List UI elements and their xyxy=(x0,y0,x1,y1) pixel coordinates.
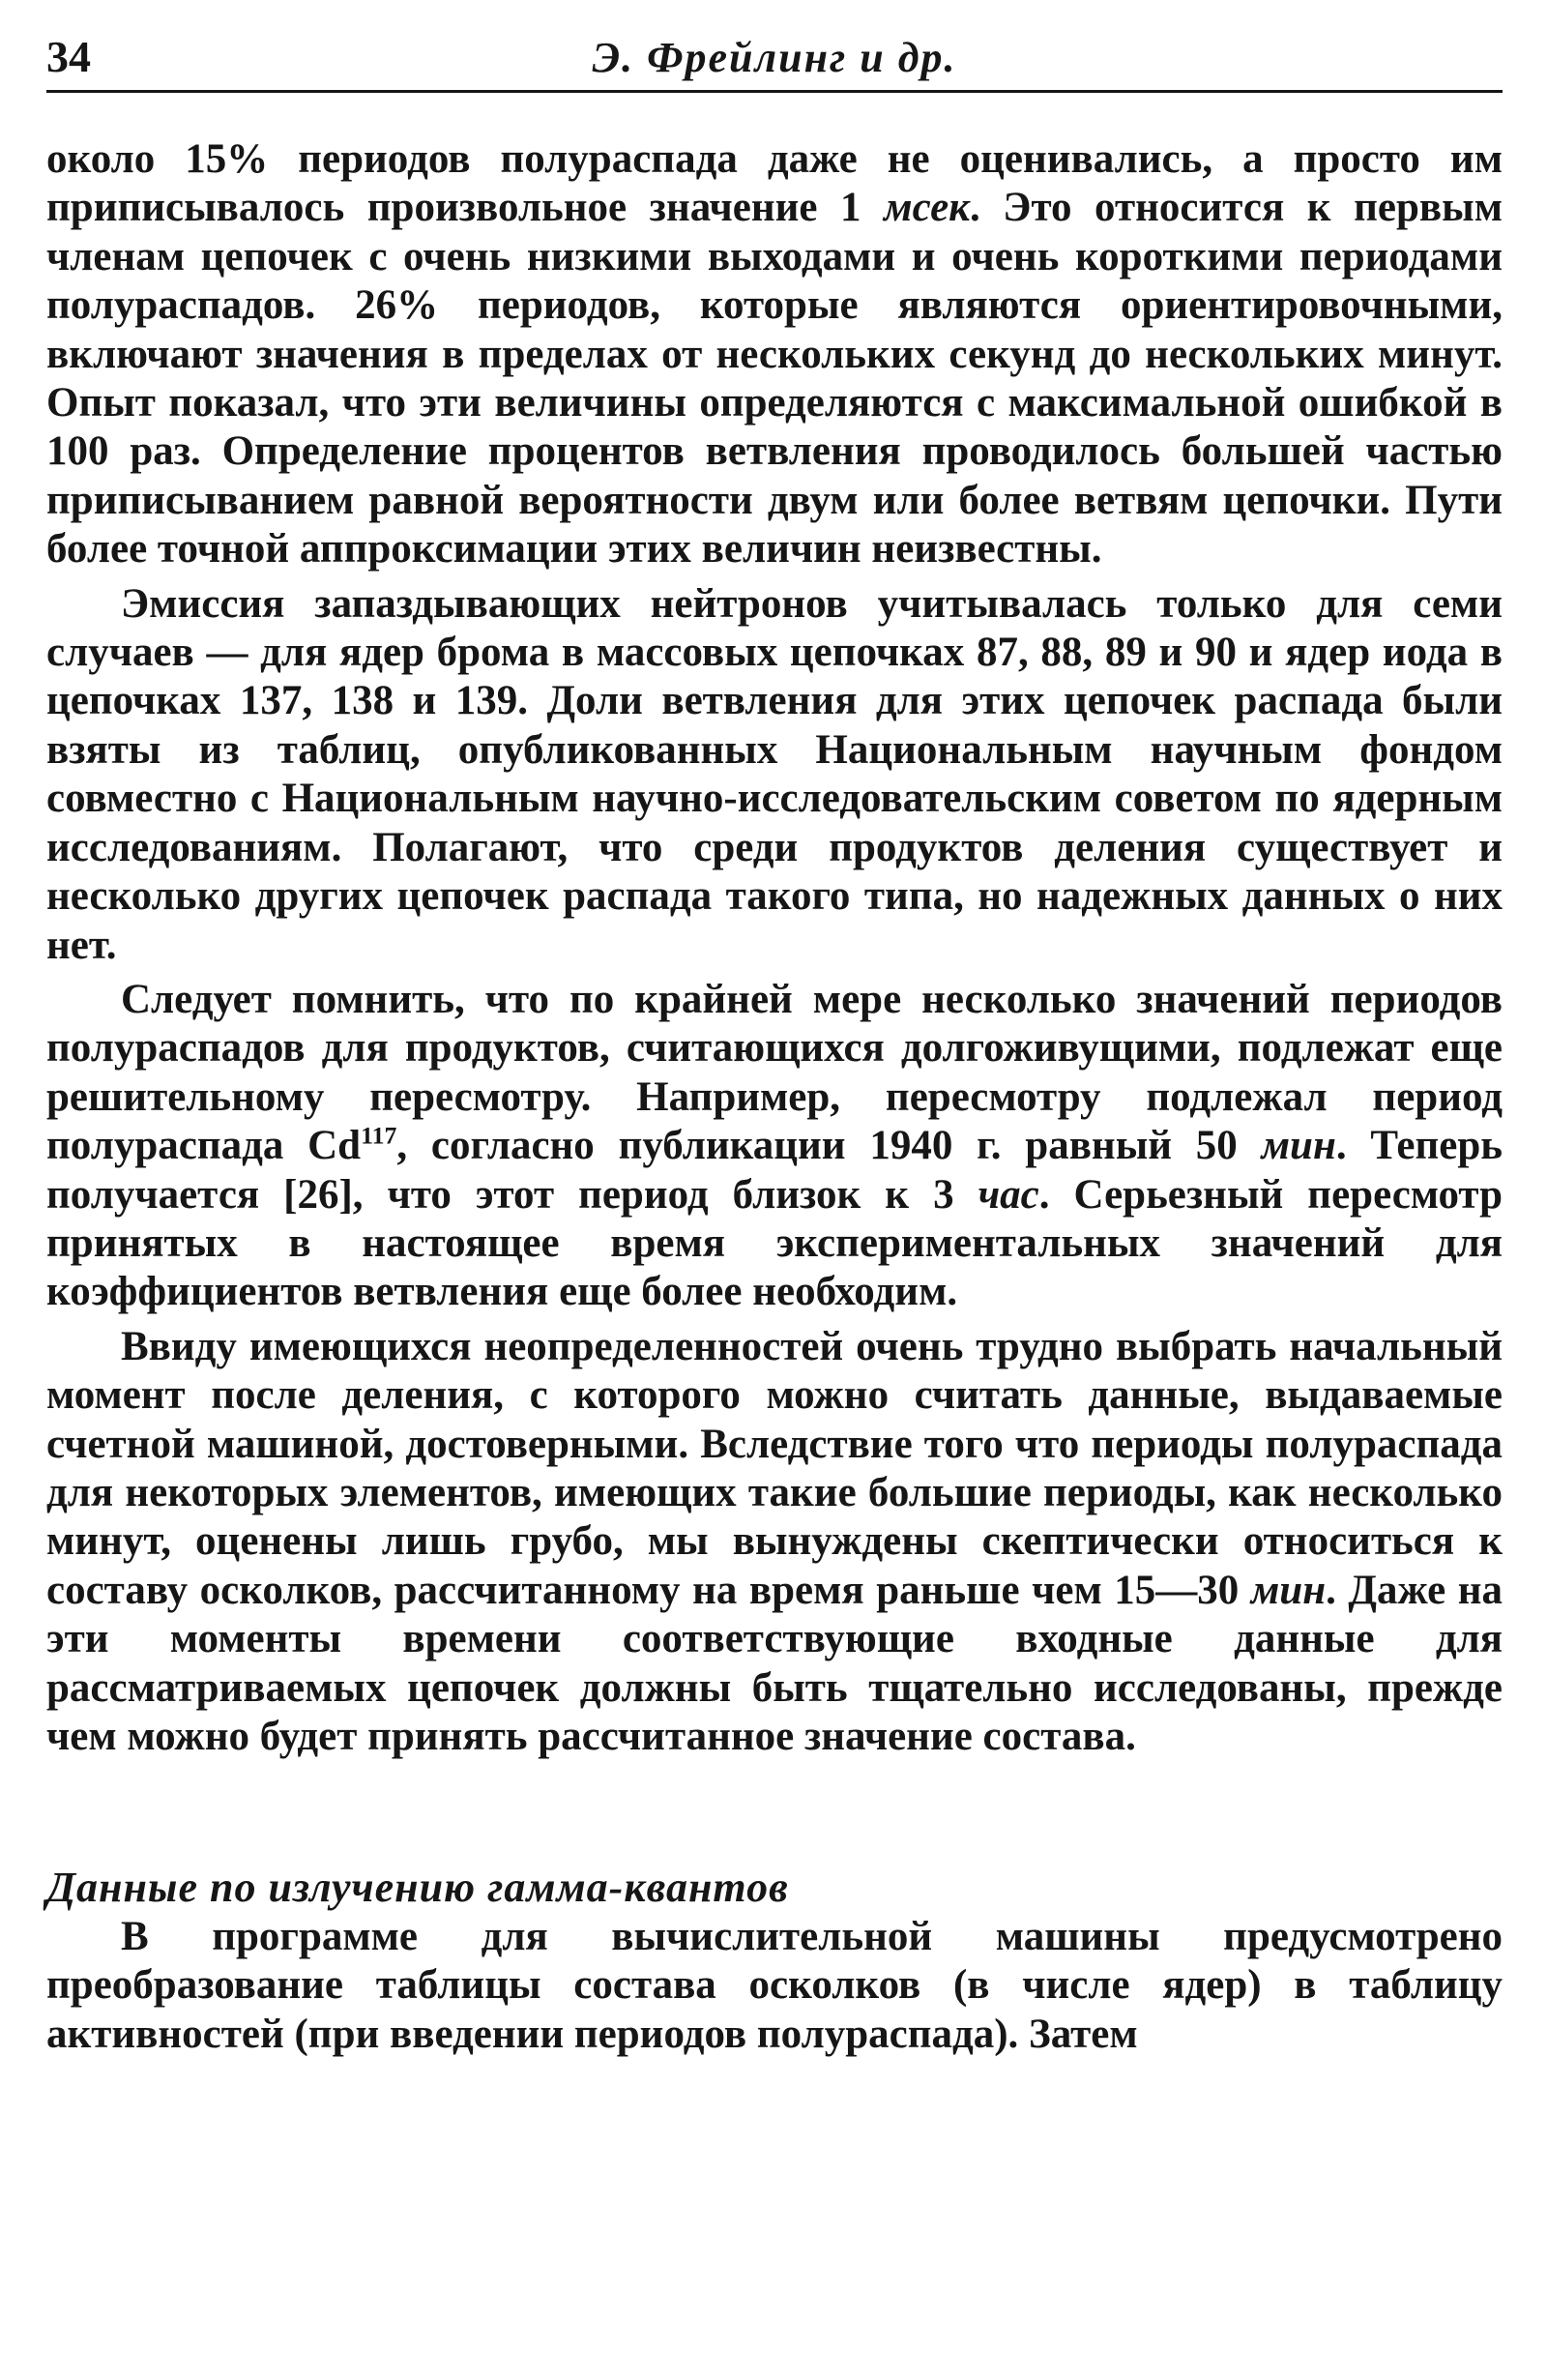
page-number: 34 xyxy=(46,32,91,81)
paragraph xyxy=(46,135,1503,574)
italic-unit: мин xyxy=(1261,1123,1336,1169)
paragraph xyxy=(46,580,1503,970)
text-run: . Даже на эти моменты времени соответствующие входные данные для рассматриваемых цепочек должны быть тщательно исследованы, прежде чем можно будет принять рассчитанное значение состава. xyxy=(46,1567,1503,1759)
italic-unit: мин xyxy=(1250,1567,1327,1613)
text-run: , согласно публикации 1940 г. равный 50 xyxy=(396,1123,1262,1169)
text-run: . Это относится к первым членам цепочек с очень низкими выходами и очень короткими периодами полураспадов. 26% периодов, которые являются ориентировочными, включают значения в пределах от нескольких секунд до нескольких минут. Опыт показал, что эти величины определяются с максимальной ошибкой в 100 раз. Определение процентов ветвления проводилось большей частью приписыванием равной вероятности двум или более ветвям цепочки. Пути более точной аппроксимации этих величин неизвестны. xyxy=(46,185,1503,573)
header-rule xyxy=(46,90,1503,93)
body-text xyxy=(46,135,1503,2059)
paragraph xyxy=(46,1323,1503,1762)
page-header xyxy=(46,27,1503,85)
text-run: . Серьезный пересмотр принятых в настоящее время экспериментальных значений для коэффициентов ветвления еще более необходим. xyxy=(46,1171,1503,1315)
text-run: Следует помнить, что по крайней мере несколько значений периодов полураспадов для продуктов, считающихся долгоживущими, подлежат еще решительному пересмотру. Например, пересмотру подлежал период полураспада Cd xyxy=(46,976,1503,1169)
italic-unit: мсек xyxy=(884,185,970,231)
section-gap xyxy=(46,1767,1503,1864)
text-run: Ввиду имеющихся неопределенностей очень трудно выбрать начальный момент после деления, с которого можно считать данные, выдаваемые счетной машиной, достоверными. Вследствие того что периоды полураспада для некоторых элементов, имеющих такие большие периоды, как несколько минут, оценены лишь грубо, мы вынуждены скептически относиться к составу осколков, рассчитанному на время раньше чем 15—30 xyxy=(46,1323,1503,1613)
mass-number-superscript: 117 xyxy=(361,1121,397,1150)
subsection-title: Данные по излучению гамма-квантов xyxy=(46,1864,789,1912)
italic-unit: час xyxy=(978,1171,1039,1218)
running-title: Э. Фрейлинг и др. xyxy=(592,34,957,81)
paragraph xyxy=(46,976,1503,1317)
text-run: около 15% периодов полураспада даже не оценивались, а просто им приписывалось произвольное значение 1 xyxy=(46,136,1503,231)
text-run: . Теперь получается [26], что этот период близок к 3 xyxy=(46,1123,1503,1218)
subsection-paragraph: В программе для вычислительной машины предусмотрено преобразование таблицы состава осколков (в числе ядер) в таблицу активностей (при введении периодов полураспада). Затем xyxy=(46,1913,1503,2057)
text-run: Эмиссия запаздывающих нейтронов учитывалась только для семи случаев — для ядер брома в массовых цепочках 87, 88, 89 и 90 и ядер иода в цепочках 137, 138 и 139. Доли ветвления для этих цепочек распада были взяты из таблиц, опубликованных Национальным научным фондом совместно с Национальным научно-исследовательским советом по ядерным исследованиям. Полагают, что среди продуктов деления существует и несколько других цепочек распада такого типа, но надежных данных о них нет. xyxy=(46,580,1503,968)
